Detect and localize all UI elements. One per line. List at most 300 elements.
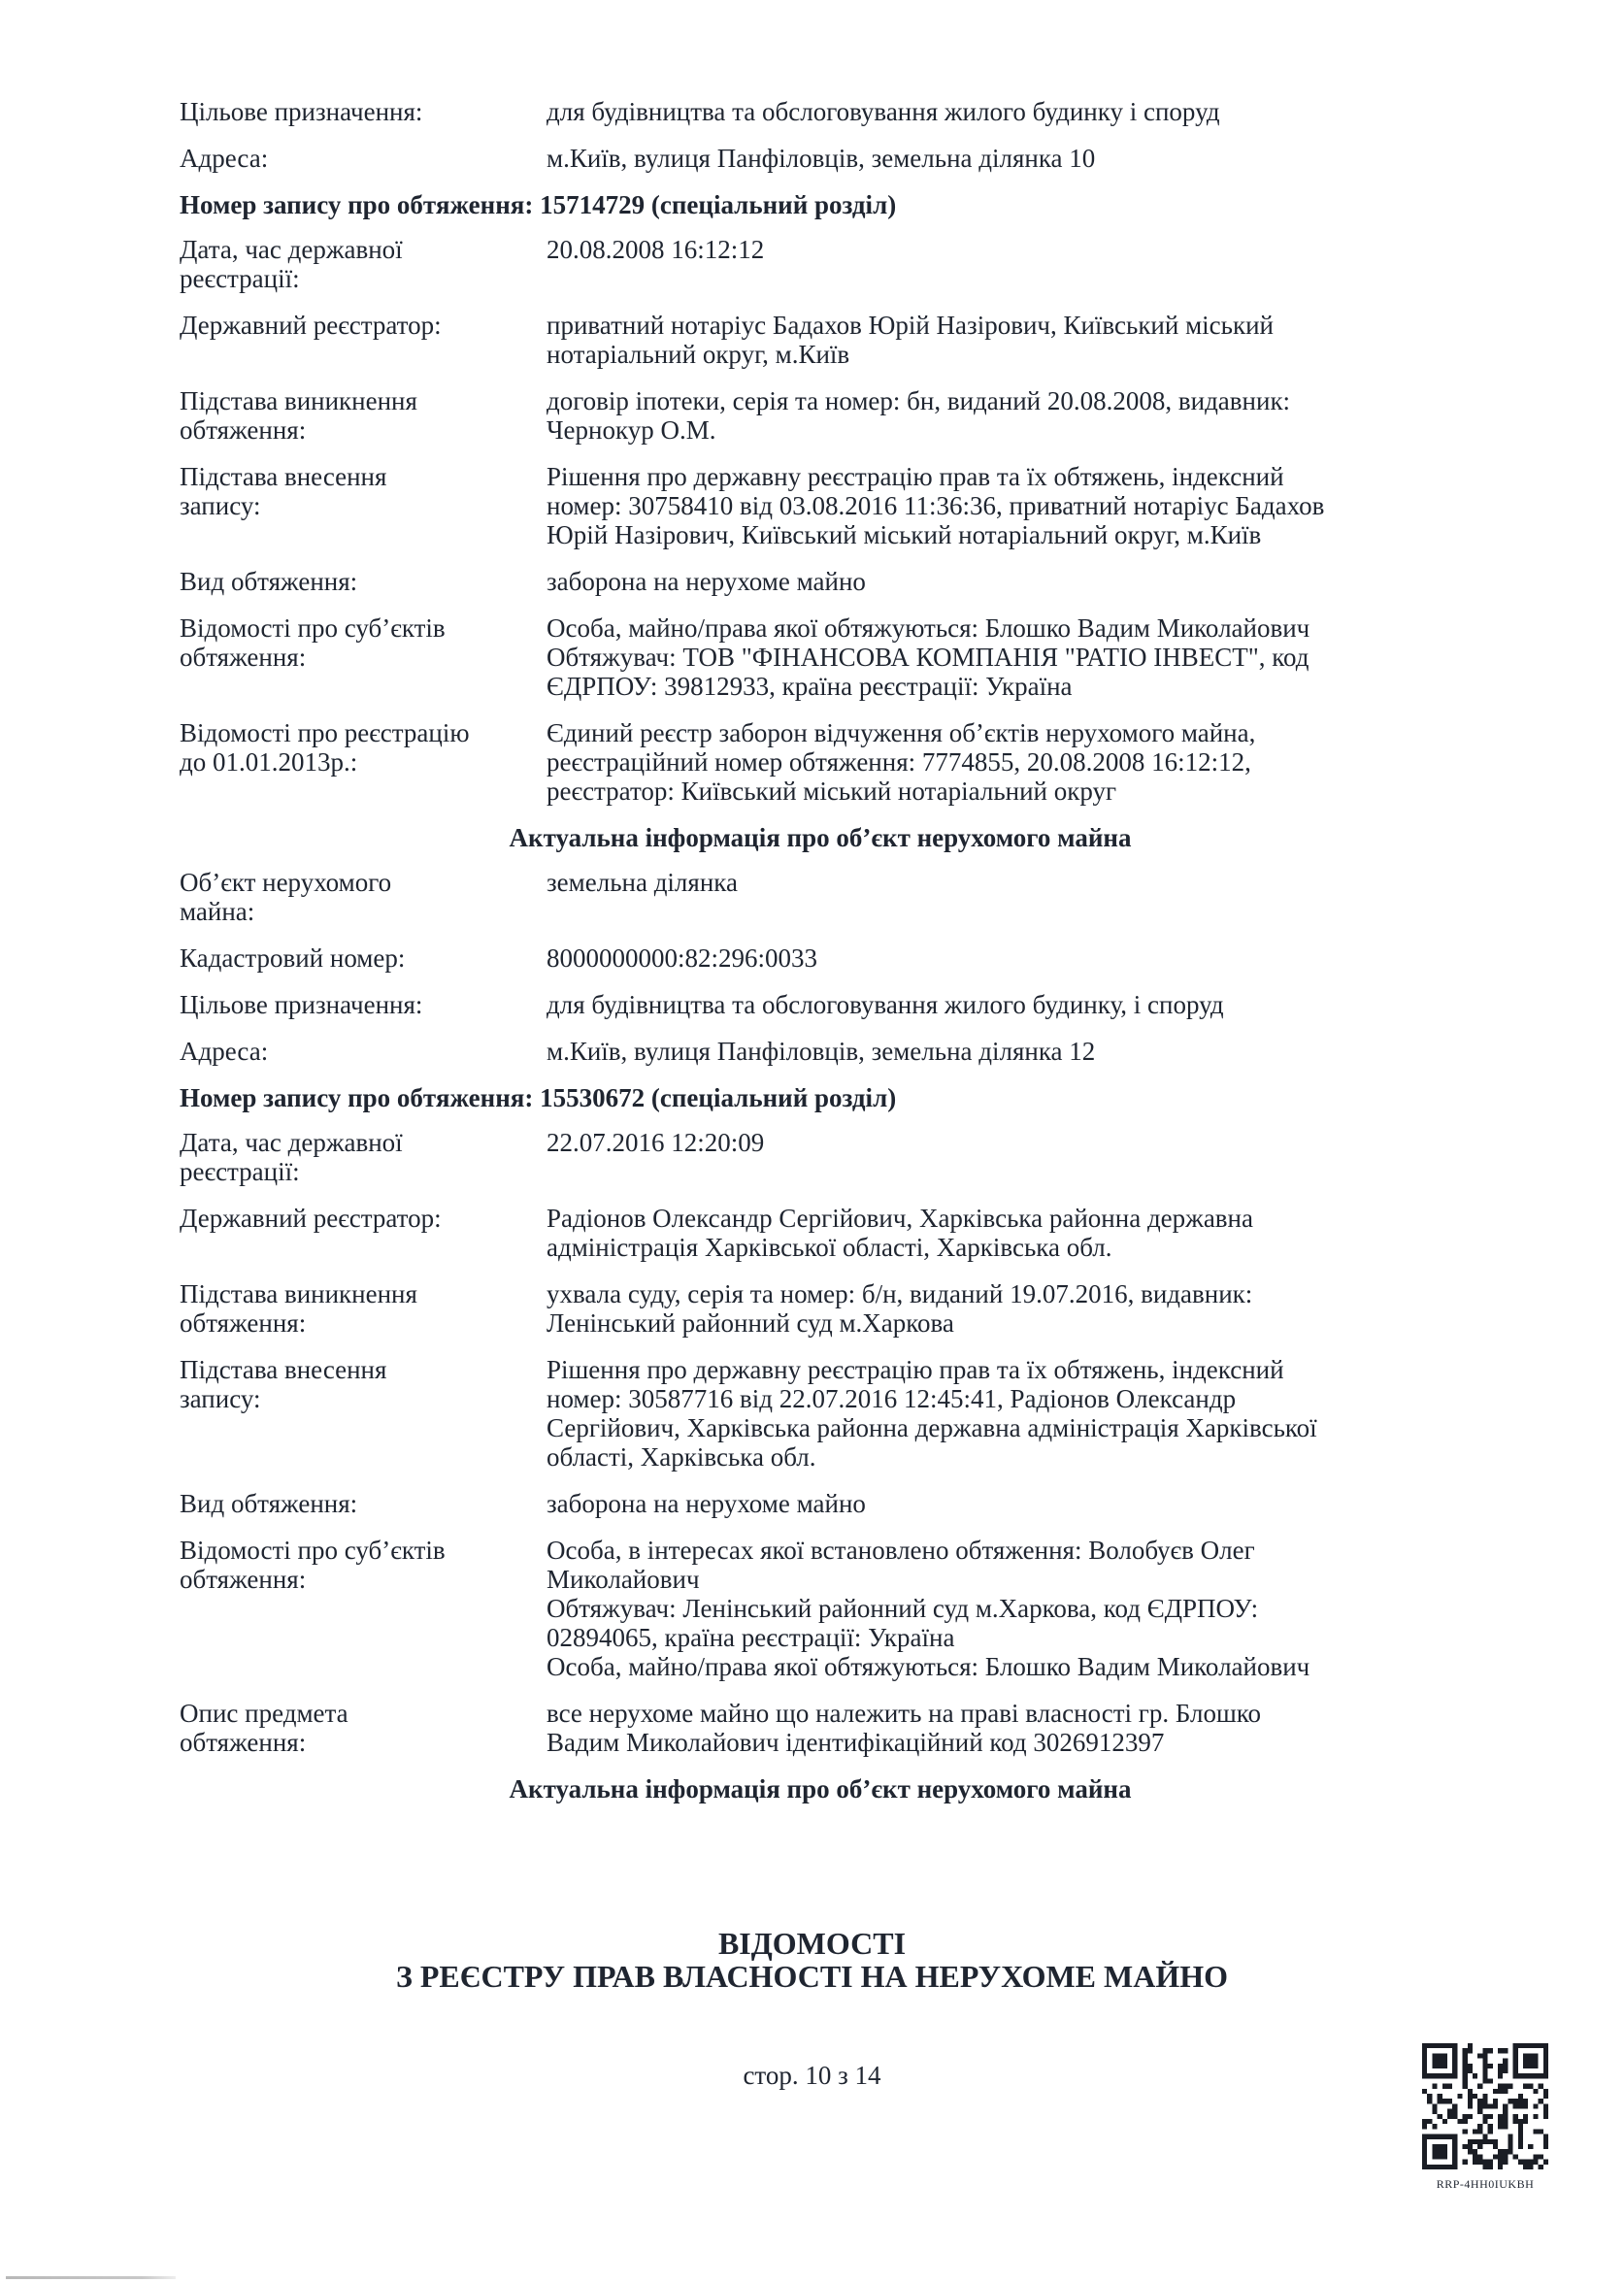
qr-module (1533, 2043, 1538, 2048)
qr-module (1518, 2129, 1523, 2134)
qr-module (1438, 2149, 1442, 2154)
field-label (180, 1355, 547, 1472)
field-label (180, 462, 547, 549)
qr-module (1539, 2084, 1543, 2089)
field-label-line: Цільове призначення: (180, 990, 423, 1019)
qr-module (1533, 2103, 1538, 2108)
qr-code-text: RRP-4HH0IUKBH (1436, 2177, 1535, 2191)
qr-module (1477, 2124, 1482, 2129)
document-content (180, 97, 1490, 1819)
qr-module (1477, 2139, 1482, 2144)
qr-module (1452, 2139, 1457, 2144)
qr-module (1442, 2099, 1447, 2103)
qr-module (1488, 2165, 1493, 2169)
field-value-line: все нерухоме майно що належить на праві власності гр. Блошко (547, 1699, 1262, 1728)
qr-module (1528, 2053, 1533, 2058)
qr-module (1498, 2165, 1503, 2169)
qr-module (1438, 2154, 1442, 2159)
field-row (180, 1355, 1490, 1472)
qr-module (1533, 2154, 1538, 2159)
field-label (180, 613, 547, 701)
qr-module (1438, 2053, 1442, 2058)
qr-module (1438, 2059, 1442, 2064)
qr-module (1498, 2084, 1503, 2089)
field-label (180, 718, 547, 806)
qr-module (1508, 2134, 1512, 2139)
qr-module (1523, 2103, 1528, 2108)
qr-module (1477, 2103, 1482, 2108)
qr-module (1482, 2134, 1487, 2139)
field-row (180, 868, 1490, 926)
qr-module (1482, 2139, 1487, 2144)
field-value (547, 943, 1490, 973)
field-value-line: номер: 30587716 від 22.07.2016 12:45:41, Радіонов Олександр (547, 1384, 1237, 1413)
qr-module (1498, 2048, 1503, 2053)
qr-module (1468, 2099, 1473, 2103)
field-label (180, 97, 547, 126)
qr-module (1493, 2144, 1498, 2149)
field-label (180, 1204, 547, 1262)
field-value-line: адміністрація Харківської області, Харківська обл. (547, 1233, 1112, 1262)
qr-module (1452, 2109, 1457, 2114)
qr-module (1422, 2053, 1427, 2058)
qr-module (1442, 2073, 1447, 2078)
field-value-line: номер: 30758410 від 03.08.2016 11:36:36, приватний нотаріус Бадахов (547, 491, 1325, 520)
qr-module (1543, 2094, 1548, 2099)
qr-module (1422, 2073, 1427, 2078)
qr-module (1442, 2119, 1447, 2124)
qr-module (1503, 2068, 1508, 2073)
qr-module (1452, 2073, 1457, 2078)
qr-module (1533, 2089, 1538, 2094)
field-value (547, 462, 1490, 549)
field-label-line: Опис предмета (180, 1699, 348, 1728)
qr-module (1463, 2073, 1468, 2078)
qr-module (1438, 2099, 1442, 2103)
qr-module (1468, 2144, 1473, 2149)
qr-module (1488, 2078, 1493, 2083)
qr-module (1539, 2099, 1543, 2103)
qr-module (1452, 2048, 1457, 2053)
field-value-line: області, Харківська обл. (547, 1442, 816, 1472)
field-value-line: ухвала суду, серія та номер: б/н, виданий 19.07.2016, видавник: (547, 1279, 1253, 1308)
qr-module (1452, 2053, 1457, 2058)
qr-module (1513, 2154, 1518, 2159)
field-label (180, 386, 547, 445)
qr-module (1452, 2134, 1457, 2139)
field-row (180, 1204, 1490, 1262)
qr-module (1528, 2084, 1533, 2089)
qr-module (1442, 2084, 1447, 2089)
qr-module (1543, 2103, 1548, 2108)
qr-module (1452, 2103, 1457, 2108)
qr-module (1452, 2160, 1457, 2165)
qr-module (1488, 2124, 1493, 2129)
field-row (180, 567, 1490, 596)
qr-module (1523, 2073, 1528, 2078)
field-label-line: Державний реєстратор: (180, 1204, 442, 1233)
qr-module (1432, 2154, 1437, 2159)
field-label (180, 1279, 547, 1338)
qr-module (1543, 2059, 1548, 2064)
field-value (547, 144, 1490, 173)
qr-module (1518, 2043, 1523, 2048)
field-value (547, 1699, 1490, 1757)
field-row (180, 943, 1490, 973)
qr-module (1518, 2134, 1523, 2139)
field-label-line: Державний реєстратор: (180, 311, 442, 340)
qr-module (1422, 2160, 1427, 2165)
qr-module (1442, 2053, 1447, 2058)
qr-module (1422, 2134, 1427, 2139)
field-value-line: 02894065, країна реєстрації: Україна (547, 1623, 955, 1652)
field-value-line: Рішення про державну реєстрацію прав та їх обтяжень, індексний (547, 1355, 1284, 1384)
qr-module (1457, 2094, 1462, 2099)
field-value-line: 8000000000:82:296:0033 (547, 943, 818, 973)
field-label-line: Адреса: (180, 1037, 269, 1066)
qr-module (1533, 2073, 1538, 2078)
qr-module (1452, 2064, 1457, 2068)
field-value-line: Радіонов Олександр Сергійович, Харківська районна державна (547, 1204, 1253, 1233)
qr-module (1427, 2165, 1432, 2169)
qr-module (1488, 2103, 1493, 2108)
qr-module (1432, 2109, 1437, 2114)
qr-module (1523, 2119, 1528, 2124)
field-label-line: Об’єкт нерухомого (180, 868, 392, 897)
field-value-line: Особа, в інтересах якої встановлено обтяження: Волобуєв Олег (547, 1536, 1255, 1565)
field-label (180, 868, 547, 926)
field-row (180, 235, 1490, 293)
qr-module (1498, 2114, 1503, 2119)
record-2-header: Номер запису про обтяження: 15530672 (спеціальний розділ) (180, 1083, 897, 1112)
qr-module (1533, 2129, 1538, 2134)
qr-module (1482, 2078, 1487, 2083)
field-value (547, 990, 1490, 1019)
qr-module (1543, 2048, 1548, 2053)
object-section-fields (180, 868, 1490, 1066)
qr-module (1498, 2124, 1503, 2129)
field-value-line: нотаріальний округ, м.Київ (547, 340, 850, 369)
field-value (547, 311, 1490, 369)
field-value-line: Обтяжувач: ТОВ "ФІНАНСОВА КОМПАНІЯ "РАТІО ІНВЕСТ", код (547, 643, 1309, 672)
qr-module (1518, 2119, 1523, 2124)
field-label-line: Підстава внесення (180, 1355, 387, 1384)
qr-module (1463, 2119, 1468, 2124)
qr-module (1452, 2043, 1457, 2048)
qr-module (1523, 2084, 1528, 2089)
qr-module (1468, 2089, 1473, 2094)
qr-module (1452, 2144, 1457, 2149)
qr-module (1508, 2149, 1512, 2154)
qr-module (1513, 2064, 1518, 2068)
qr-module (1473, 2139, 1477, 2144)
qr-module (1468, 2139, 1473, 2144)
qr-module (1508, 2139, 1512, 2144)
qr-module (1513, 2043, 1518, 2048)
object-section-header: Актуальна інформація про об’єкт нерухомого майна (509, 823, 1132, 852)
qr-module (1488, 2160, 1493, 2165)
title-line-2: З РЕЄСТРУ ПРАВ ВЛАСНОСТІ НА НЕРУХОМЕ МАЙНО (395, 1959, 1228, 1994)
title-line-1: ВІДОМОСТІ (717, 1926, 907, 1961)
qr-module (1523, 2165, 1528, 2169)
qr-module (1539, 2154, 1543, 2159)
field-label (180, 990, 547, 1019)
record-1-header: Номер запису про обтяження: 15714729 (спеціальний розділ) (180, 190, 897, 219)
field-label (180, 1699, 547, 1757)
field-label-line: майна: (180, 897, 255, 926)
qr-module (1477, 2154, 1482, 2159)
qr-module (1477, 2144, 1482, 2149)
qr-module (1432, 2053, 1437, 2058)
field-value (547, 386, 1490, 445)
field-label-line: Підстава внесення (180, 462, 387, 491)
qr-module (1427, 2134, 1432, 2139)
qr-module (1477, 2129, 1482, 2134)
qr-module (1477, 2160, 1482, 2165)
field-label (180, 943, 547, 973)
qr-module (1493, 2154, 1498, 2159)
field-label (180, 311, 547, 369)
field-row (180, 1279, 1490, 1338)
qr-module (1477, 2099, 1482, 2103)
field-value (547, 1355, 1490, 1472)
qr-module (1543, 2053, 1548, 2058)
field-row (180, 1128, 1490, 1186)
qr-module (1533, 2114, 1538, 2119)
qr-module (1473, 2094, 1477, 2099)
document-title (0, 1927, 1624, 1993)
qr-module (1427, 2094, 1432, 2099)
field-value-line: Сергійович, Харківська районна державна адміністрація Харківської (547, 1413, 1317, 1442)
qr-module (1452, 2149, 1457, 2154)
field-value-line: м.Київ, вулиця Панфіловців, земельна ділянка 12 (547, 1037, 1096, 1066)
field-row (180, 462, 1490, 549)
qr-module (1513, 2048, 1518, 2053)
field-row (180, 718, 1490, 806)
qr-module (1427, 2119, 1432, 2124)
qr-module (1498, 2064, 1503, 2068)
field-value (547, 97, 1490, 126)
qr-module (1463, 2053, 1468, 2058)
qr-module (1477, 2084, 1482, 2089)
qr-module (1438, 2043, 1442, 2048)
qr-module (1523, 2053, 1528, 2058)
qr-module (1452, 2165, 1457, 2169)
qr-module (1422, 2119, 1427, 2124)
qr-module (1493, 2139, 1498, 2144)
qr-module (1422, 2139, 1427, 2144)
field-value (547, 1204, 1490, 1262)
qr-module (1468, 2043, 1473, 2048)
qr-module (1513, 2073, 1518, 2078)
record-1-fields (180, 235, 1490, 806)
qr-module (1543, 2144, 1548, 2149)
field-value-line: 22.07.2016 12:20:09 (547, 1128, 765, 1157)
qr-module (1513, 2119, 1518, 2124)
qr-module (1422, 2068, 1427, 2073)
qr-module (1482, 2059, 1487, 2064)
field-row (180, 1536, 1490, 1681)
field-label (180, 235, 547, 293)
qr-module (1442, 2059, 1447, 2064)
qr-module (1488, 2114, 1493, 2119)
qr-module (1482, 2094, 1487, 2099)
qr-module (1523, 2160, 1528, 2165)
qr-module (1523, 2043, 1528, 2048)
qr-module (1493, 2103, 1498, 2108)
qr-module (1432, 2059, 1437, 2064)
qr-module (1513, 2068, 1518, 2073)
qr-module (1473, 2154, 1477, 2159)
qr-module (1442, 2043, 1447, 2048)
field-value-line: Єдиний реєстр заборон відчуження об’єктів нерухомого майна, (547, 718, 1256, 747)
qr-module (1539, 2165, 1543, 2169)
qr-module (1452, 2114, 1457, 2119)
qr-module (1468, 2103, 1473, 2108)
qr-module (1468, 2048, 1473, 2053)
qr-module (1442, 2165, 1447, 2169)
field-label-line: Дата, час державної (180, 235, 403, 264)
qr-module (1463, 2048, 1468, 2053)
qr-module (1523, 2099, 1528, 2103)
qr-module (1498, 2160, 1503, 2165)
qr-module (1422, 2059, 1427, 2064)
qr-module (1513, 2059, 1518, 2064)
qr-module (1422, 2144, 1427, 2149)
field-row (180, 97, 1490, 126)
qr-module (1463, 2068, 1468, 2073)
qr-module (1438, 2165, 1442, 2169)
qr-module (1457, 2119, 1462, 2124)
qr-module (1488, 2129, 1493, 2134)
qr-module (1432, 2073, 1437, 2078)
qr-module (1427, 2043, 1432, 2048)
qr-module (1482, 2160, 1487, 2165)
qr-module (1447, 2109, 1452, 2114)
qr-module (1432, 2144, 1437, 2149)
qr-module (1543, 2068, 1548, 2073)
qr-module (1422, 2165, 1427, 2169)
qr-module (1498, 2119, 1503, 2124)
qr-module (1468, 2114, 1473, 2119)
qr-module (1422, 2154, 1427, 2159)
field-value-line: Особа, майно/права якої обтяжуються: Блошко Вадим Миколайович (547, 613, 1310, 643)
qr-module (1432, 2149, 1437, 2154)
field-value-line: земельна ділянка (547, 868, 738, 897)
field-row (180, 144, 1490, 173)
qr-module (1503, 2160, 1508, 2165)
qr-module (1523, 2064, 1528, 2068)
qr-module (1498, 2149, 1503, 2154)
qr-module (1482, 2053, 1487, 2058)
qr-module (1539, 2073, 1543, 2078)
field-row (180, 311, 1490, 369)
qr-module (1422, 2064, 1427, 2068)
field-value-line: Ленінський районний суд м.Харкова (547, 1308, 954, 1338)
field-value-line: договір іпотеки, серія та номер: бн, виданий 20.08.2008, видавник: (547, 386, 1291, 415)
qr-module (1427, 2099, 1432, 2103)
field-label-line: обтяження: (180, 1308, 307, 1338)
qr-module (1513, 2103, 1518, 2108)
field-value-line: Рішення про державну реєстрацію прав та їх обтяжень, індексний (547, 462, 1284, 491)
field-value-line: реєстратор: Київський міський нотаріальний округ (547, 777, 1117, 806)
qr-module (1503, 2103, 1508, 2108)
field-value (547, 235, 1490, 293)
qr-module (1422, 2043, 1427, 2048)
qr-module (1447, 2073, 1452, 2078)
qr-module (1539, 2043, 1543, 2048)
field-value-line: 20.08.2008 16:12:12 (547, 235, 765, 264)
qr-module (1498, 2154, 1503, 2159)
qr-module (1503, 2124, 1508, 2129)
field-label-line: Відомості про реєстрацію (180, 718, 470, 747)
qr-module (1503, 2119, 1508, 2124)
qr-module (1543, 2160, 1548, 2165)
qr-module (1518, 2144, 1523, 2149)
qr-module (1543, 2043, 1548, 2048)
field-value-line: Чернокур О.М. (547, 415, 716, 445)
qr-module (1422, 2048, 1427, 2053)
qr-module (1473, 2129, 1477, 2134)
qr-module (1452, 2059, 1457, 2064)
qr-module (1528, 2165, 1533, 2169)
top-fields (180, 97, 1490, 173)
qr-module (1432, 2165, 1437, 2169)
qr-module (1503, 2114, 1508, 2119)
field-label-line: Адреса: (180, 144, 269, 173)
qr-module (1442, 2064, 1447, 2068)
qr-module (1463, 2144, 1468, 2149)
field-label (180, 1037, 547, 1066)
field-value-line: Особа, майно/права якої обтяжуються: Блошко Вадим Миколайович (547, 1652, 1310, 1681)
qr-module (1503, 2059, 1508, 2064)
field-row (180, 990, 1490, 1019)
field-label-line: обтяження: (180, 1565, 307, 1594)
scan-edge-line (6, 2276, 176, 2279)
field-label-line: реєстрації: (180, 1157, 300, 1186)
qr-module (1498, 2073, 1503, 2078)
qr-module (1447, 2165, 1452, 2169)
qr-module (1438, 2064, 1442, 2068)
qr-module (1503, 2084, 1508, 2089)
qr-module (1528, 2160, 1533, 2165)
record-2-fields (180, 1128, 1490, 1757)
qr-module (1463, 2114, 1468, 2119)
qr-module (1452, 2154, 1457, 2159)
field-value-line: Миколайович (547, 1565, 700, 1594)
qr-module (1518, 2099, 1523, 2103)
qr-module (1488, 2139, 1493, 2144)
field-value-line: Юрій Назірович, Київський міський нотаріальний округ, м.Київ (547, 520, 1262, 549)
qr-module (1528, 2059, 1533, 2064)
field-label-line: реєстрації: (180, 264, 300, 293)
qr-module (1438, 2073, 1442, 2078)
qr-module (1503, 2109, 1508, 2114)
field-value (547, 613, 1490, 701)
qr-module (1543, 2073, 1548, 2078)
qr-module (1482, 2114, 1487, 2119)
field-value (547, 1279, 1490, 1338)
qr-module (1543, 2134, 1548, 2139)
qr-module (1463, 2084, 1468, 2089)
field-label-line: Кадастровий номер: (180, 943, 406, 973)
qr-module (1438, 2114, 1442, 2119)
qr-module (1518, 2073, 1523, 2078)
field-label (180, 567, 547, 596)
qr-module (1523, 2114, 1528, 2119)
field-label (180, 1128, 547, 1186)
qr-module (1477, 2053, 1482, 2058)
